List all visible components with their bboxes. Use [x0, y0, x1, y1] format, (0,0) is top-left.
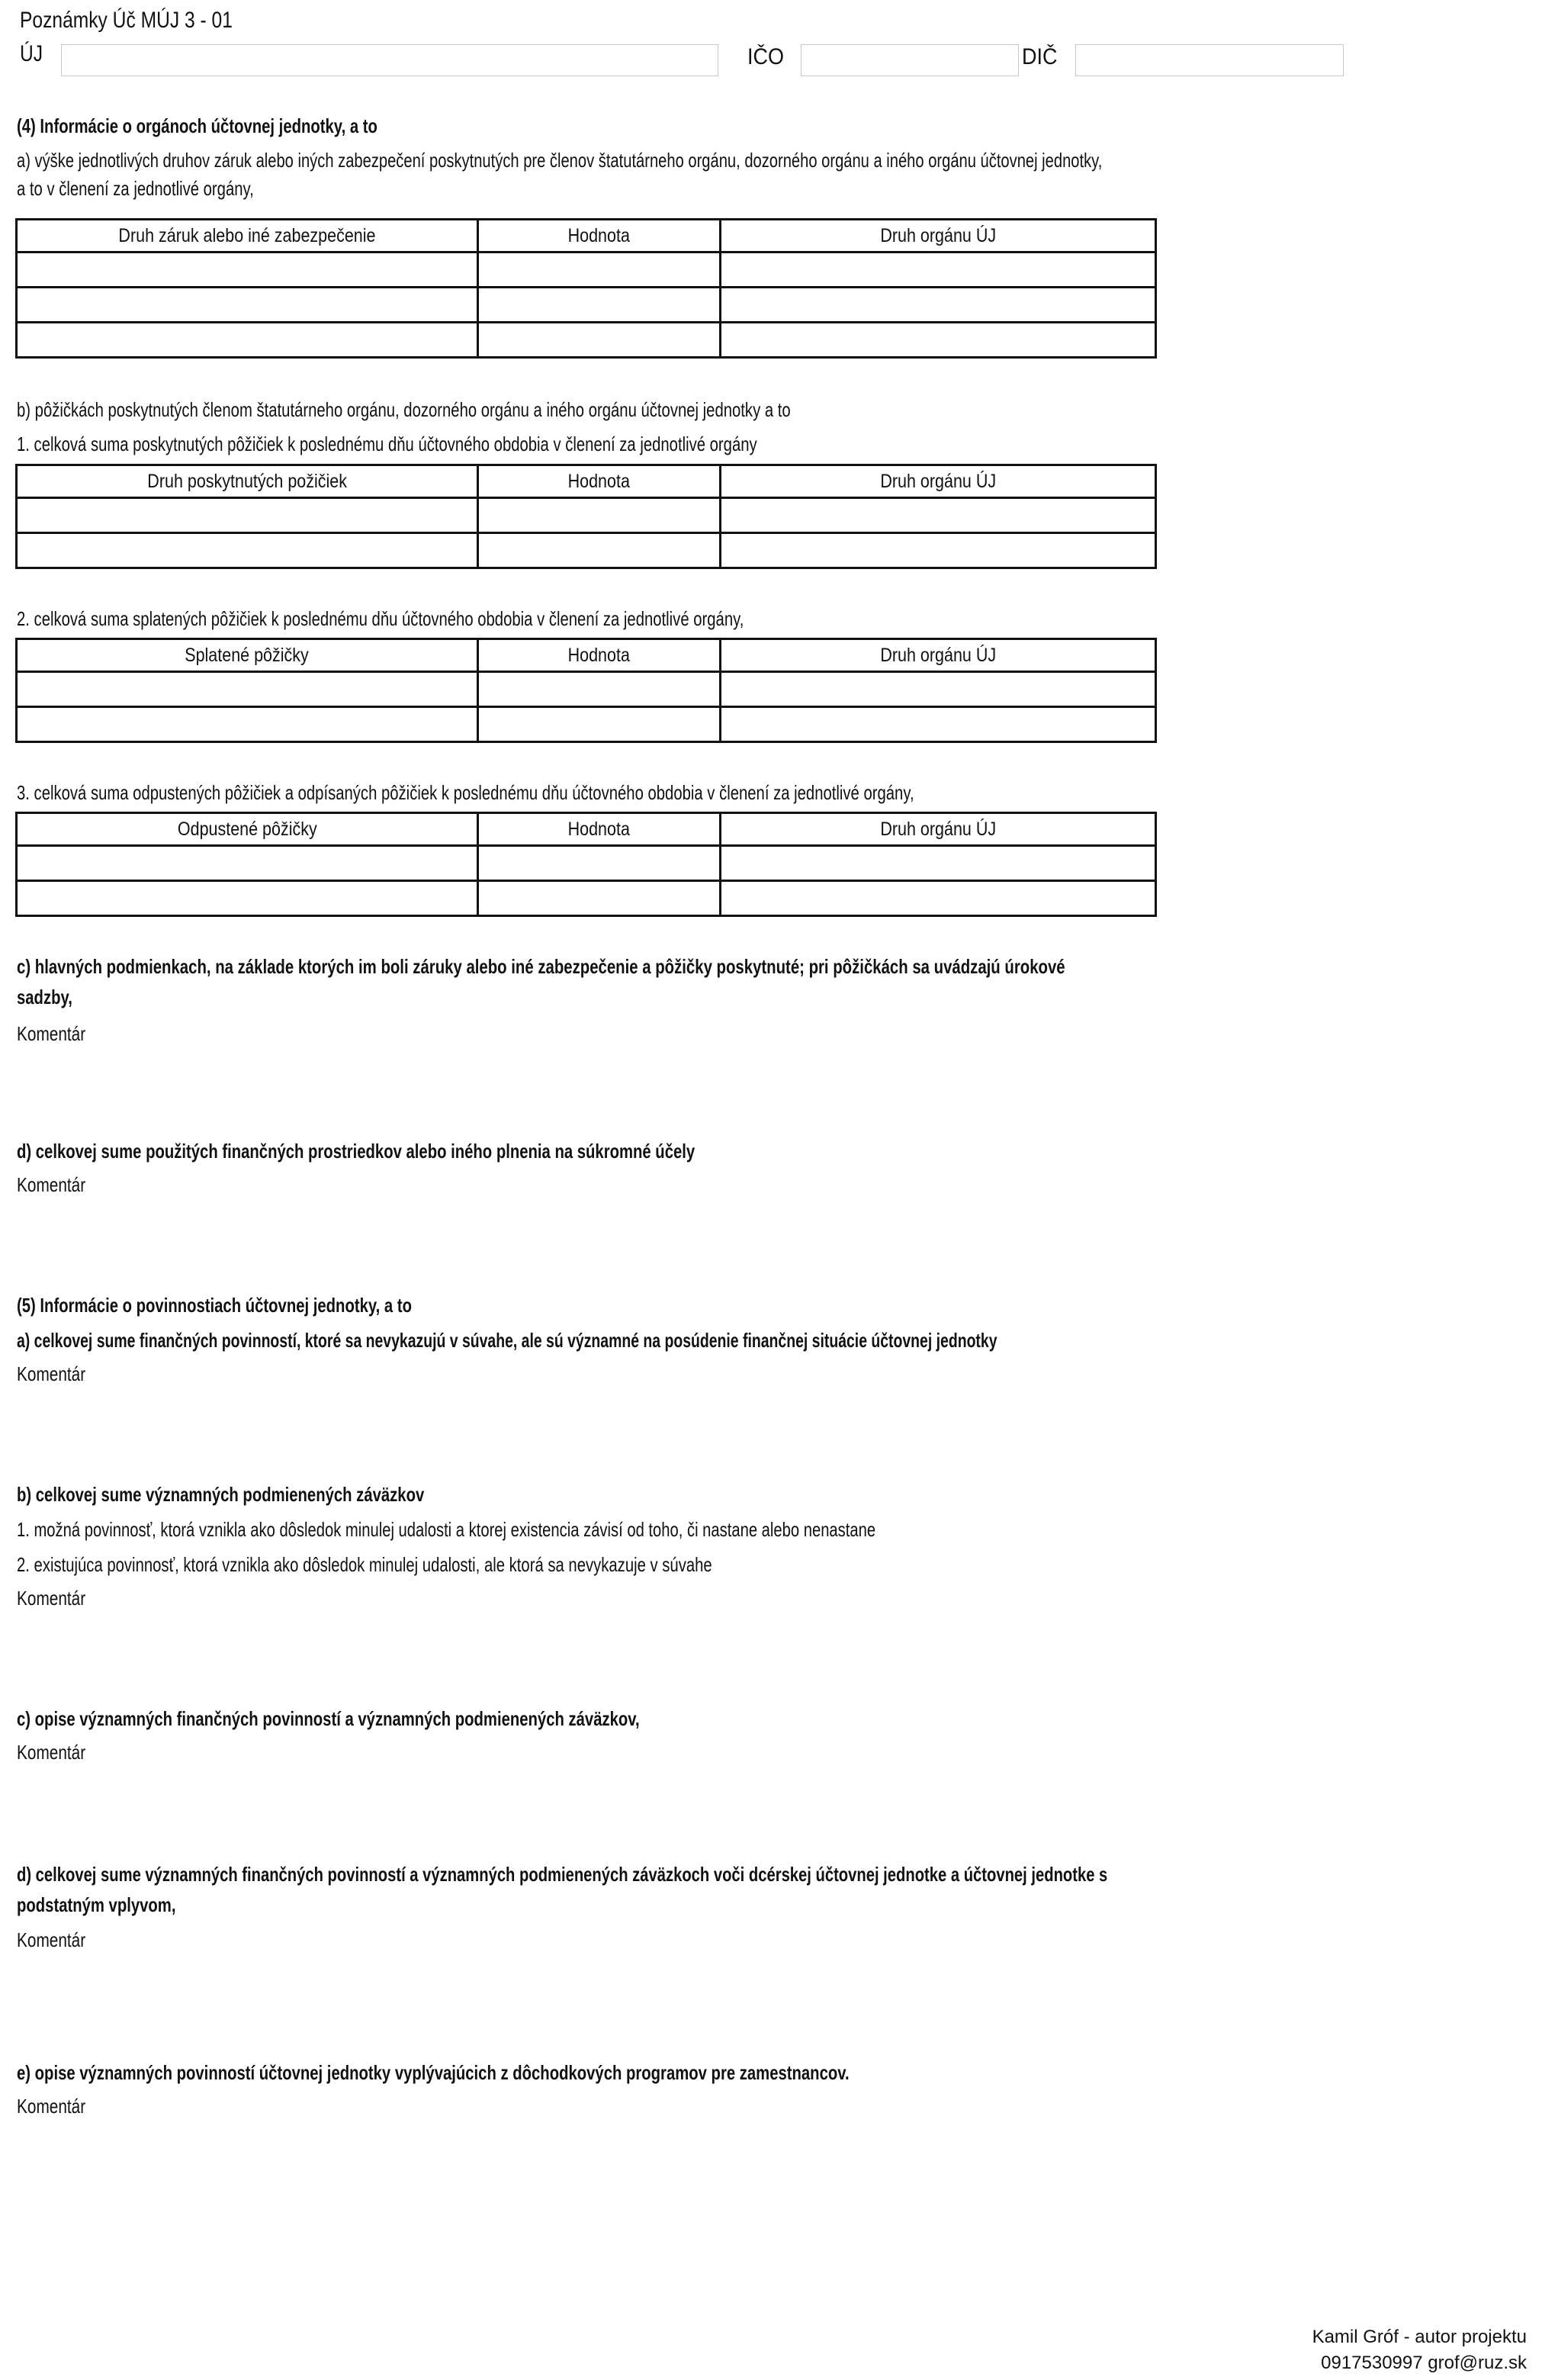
column-header: Hodnota — [478, 465, 721, 498]
section5-e-comment: Komentár — [17, 2095, 86, 2118]
column-header: Druh orgánu ÚJ — [721, 639, 1156, 672]
column-header: Hodnota — [478, 813, 721, 846]
table-cell[interactable] — [721, 881, 1156, 916]
section4-c-comment: Komentár — [17, 1022, 86, 1045]
column-header: Odpustené pôžičky — [17, 813, 478, 846]
table-cell[interactable] — [721, 498, 1156, 533]
section5-b2-line: 2. existujúca povinnosť, ktorá vznikla ako dôsledok minulej udalosti, ale ktorá sa nevykazuje v súvahe — [17, 1553, 712, 1576]
table-cell[interactable] — [721, 707, 1156, 742]
section5-heading: (5) Informácie o povinnostiach účtovnej jednotky, a to — [17, 1294, 412, 1317]
table-row — [17, 252, 1156, 288]
section4-heading: (4) Informácie o orgánoch účtovnej jednotky, a to — [17, 114, 377, 137]
table-repaid-loans — [15, 638, 1157, 743]
table-cell[interactable] — [478, 881, 721, 916]
dic-label: DIČ — [1022, 44, 1058, 69]
form-title: Poznámky Úč MÚJ 3 - 01 — [20, 8, 233, 33]
table-cell[interactable] — [478, 323, 721, 358]
ico-label: IČO — [747, 44, 785, 69]
footer-contact: 0917530997 grof@ruz.sk — [1321, 2353, 1527, 2373]
table-row — [17, 288, 1156, 323]
uj-label: ÚJ — [20, 41, 43, 66]
table-cell[interactable] — [17, 846, 478, 881]
dic-field[interactable] — [1075, 44, 1344, 76]
column-header: Druh poskytnutých požičiek — [17, 465, 478, 498]
table-cell[interactable] — [721, 252, 1156, 288]
table-cell[interactable] — [721, 533, 1156, 568]
table-cell[interactable] — [17, 672, 478, 707]
section4-b2-line: 2. celková suma splatených pôžičiek k poslednému dňu účtovného obdobia v členení za jednotlivé orgány, — [17, 607, 744, 630]
table-cell[interactable] — [478, 252, 721, 288]
table-row — [17, 533, 1156, 568]
column-header: Hodnota — [478, 220, 721, 252]
section5-b-line: b) celkovej sume významných podmienených záväzkov — [17, 1483, 425, 1506]
table-cell[interactable] — [478, 672, 721, 707]
table-header-row — [17, 465, 1156, 498]
ico-field[interactable] — [801, 44, 1019, 76]
section4-b1-line: 1. celková suma poskytnutých pôžičiek k poslednému dňu účtovného obdobia v členení za jednotlivé orgány — [17, 433, 757, 455]
section5-d-line1: d) celkovej sume významných finančných povinností a významných podmienených záväzkoch voči dcérskej účtovnej jednotke a účtovnej jednotke s — [17, 1863, 1108, 1886]
column-header: Druh orgánu ÚJ — [721, 813, 1156, 846]
section5-e-line: e) opise významných povinností účtovnej jednotky vyplývajúcich z dôchodkových programov pre zamestnancov. — [17, 2061, 850, 2084]
section5-c-line: c) opise významných finančných povinností a významných podmienených záväzkov, — [17, 1707, 640, 1730]
table-cell[interactable] — [721, 288, 1156, 323]
table-row — [17, 498, 1156, 533]
section5-a-line: a) celkovej sume finančných povinností, ktoré sa nevykazujú v súvahe, ale sú významné na posúdenie finančnej situácie účtovnej jednotky — [17, 1329, 997, 1352]
table-cell[interactable] — [721, 846, 1156, 881]
table-cell[interactable] — [17, 252, 478, 288]
section4-a-line2: a to v členení za jednotlivé orgány, — [17, 177, 254, 200]
table-header-row — [17, 220, 1156, 252]
section5-d-comment: Komentár — [17, 1928, 86, 1951]
table-provided-loans — [15, 464, 1157, 569]
section5-d-line2: podstatným vplyvom, — [17, 1893, 176, 1916]
table-cell[interactable] — [17, 533, 478, 568]
column-header: Splatené pôžičky — [17, 639, 478, 672]
section4-d-comment: Komentár — [17, 1173, 86, 1196]
table-cell[interactable] — [478, 288, 721, 323]
table-cell[interactable] — [17, 881, 478, 916]
table-cell[interactable] — [478, 533, 721, 568]
section4-a-line1: a) výške jednotlivých druhov záruk alebo iných zabezpečení poskytnutých pre členov štatutárneho orgánu, dozorného orgánu a iného orgánu účtovnej jednotky, — [17, 149, 1103, 172]
column-header: Hodnota — [478, 639, 721, 672]
column-header: Druh orgánu ÚJ — [721, 465, 1156, 498]
section4-d-line: d) celkovej sume použitých finančných prostriedkov alebo iného plnenia na súkromné účely — [17, 1140, 696, 1163]
table-cell[interactable] — [478, 846, 721, 881]
table-forgiven-loans — [15, 812, 1157, 917]
table-row — [17, 672, 1156, 707]
section4-c-line1: c) hlavných podmienkach, na základe ktorých im boli záruky alebo iné zabezpečenie a pôžičky poskytnuté; pri pôžičkách sa uvádzajú úrokové — [17, 955, 1065, 978]
table-row — [17, 846, 1156, 881]
table-cell[interactable] — [478, 498, 721, 533]
section5-a-comment: Komentár — [17, 1362, 86, 1385]
table-cell[interactable] — [17, 323, 478, 358]
table-row — [17, 323, 1156, 358]
column-header: Druh záruk alebo iné zabezpečenie — [17, 220, 478, 252]
section4-c-line2: sadzby, — [17, 986, 72, 1008]
table-cell[interactable] — [17, 498, 478, 533]
section4-b3-line: 3. celková suma odpustených pôžičiek a odpísaných pôžičiek k poslednému dňu účtovného obdobia v členení za jednotlivé orgány, — [17, 781, 914, 804]
table-row — [17, 881, 1156, 916]
section5-b-comment: Komentár — [17, 1587, 86, 1610]
table-row — [17, 707, 1156, 742]
table-cell[interactable] — [17, 707, 478, 742]
table-header-row — [17, 813, 1156, 846]
table-cell[interactable] — [478, 707, 721, 742]
column-header: Druh orgánu ÚJ — [721, 220, 1156, 252]
section5-b1-line: 1. možná povinnosť, ktorá vznikla ako dôsledok minulej udalosti a ktorej existencia závisí od toho, či nastane alebo nenastane — [17, 1518, 876, 1541]
footer-author: Kamil Gróf - autor projektu — [1312, 2327, 1527, 2347]
table-header-row — [17, 639, 1156, 672]
table-cell[interactable] — [17, 288, 478, 323]
table-guarantees — [15, 218, 1157, 359]
uj-field[interactable] — [61, 44, 718, 76]
table-cell[interactable] — [721, 672, 1156, 707]
table-cell[interactable] — [721, 323, 1156, 358]
section4-b-line: b) pôžičkách poskytnutých členom štatutárneho orgánu, dozorného orgánu a iného orgánu účtovnej jednotky a to — [17, 398, 791, 421]
section5-c-comment: Komentár — [17, 1741, 86, 1764]
